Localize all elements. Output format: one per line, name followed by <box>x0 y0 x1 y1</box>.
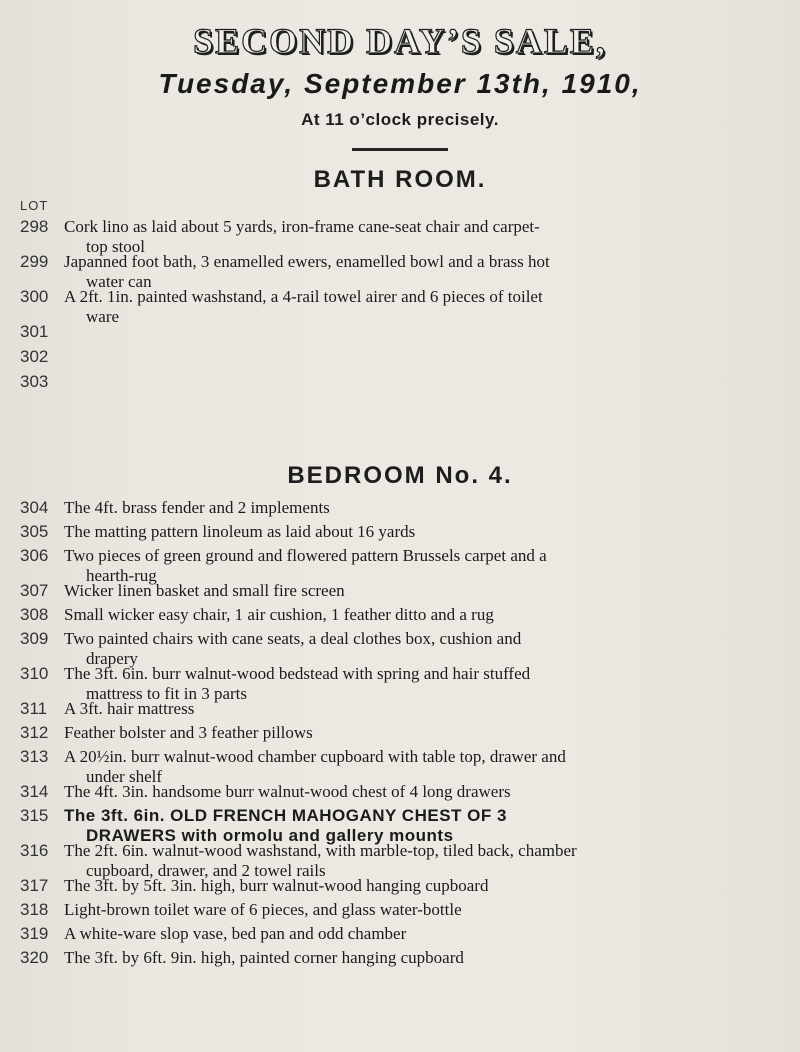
lot-description-line: A 2ft. 1in. painted washstand, a 4-rail towel airer and 6 pieces of toilet <box>64 287 543 306</box>
lot-number: 319 <box>20 924 49 943</box>
lot-description <box>64 664 704 704</box>
lot-description-line: Feather bolster and 3 feather pillows <box>64 723 313 742</box>
lot-description-continuation: hearth-rug <box>86 566 157 585</box>
lot-description-line: The 3ft. by 6ft. 9in. high, painted corner hanging cupboard <box>64 948 464 967</box>
lot-description-line: Two pieces of green ground and flowered pattern Brussels carpet and a <box>64 546 547 565</box>
lot-description-line: A 20½in. burr walnut-wood chamber cupboard with table top, drawer and <box>64 747 566 766</box>
lot-number: 305 <box>20 522 49 541</box>
lot-description <box>64 782 704 802</box>
lot-description-line: Cork lino as laid about 5 yards, iron-frame cane-seat chair and carpet- <box>64 217 540 236</box>
lot-number: 317 <box>20 876 49 895</box>
lot-number: 308 <box>20 605 49 624</box>
lot-description <box>64 806 704 846</box>
lot-number: 311 <box>20 699 48 718</box>
lot-description-line: The 4ft. 3in. handsome burr walnut-wood chest of 4 long drawers <box>64 782 511 801</box>
sale-title: SECOND DAY’S SALE, <box>193 21 607 61</box>
lot-description-line: The 4ft. brass fender and 2 implements <box>64 498 330 517</box>
lot-description-line: Small wicker easy chair, 1 air cushion, 1 feather ditto and a rug <box>64 605 494 624</box>
lot-description-continuation: top stool <box>86 237 146 256</box>
lot-description-continuation: mattress to fit in 3 parts <box>86 684 248 703</box>
lot-number: 298 <box>20 217 49 236</box>
lot-number: 314 <box>20 782 49 801</box>
lot-number: 307 <box>20 581 49 600</box>
lot-description <box>64 629 704 669</box>
lot-description <box>64 723 704 743</box>
sale-time: At 11 o’clock precisely. <box>301 110 499 129</box>
lot-description-line: The matting pattern linoleum as laid about 16 yards <box>64 522 416 541</box>
lot-description-continuation: water can <box>86 272 152 291</box>
lot-number: 313 <box>20 747 49 766</box>
lot-number: 310 <box>20 664 49 683</box>
lot-number: 306 <box>20 546 49 565</box>
lot-description <box>64 747 704 787</box>
lot-number: 301 <box>20 322 49 341</box>
bedroom-heading: BEDROOM No. 4. <box>287 462 513 489</box>
lot-description <box>64 522 704 542</box>
lot-description <box>64 217 704 257</box>
sale-date: Tuesday, September 13th, 1910, <box>158 68 642 99</box>
lot-number: 302 <box>20 347 49 366</box>
lot-description-line: Light-brown toilet ware of 6 pieces, and glass water-bottle <box>64 900 462 919</box>
lot-description <box>64 252 704 292</box>
lot-number: 316 <box>20 841 49 860</box>
lot-description-continuation: drapery <box>86 649 138 668</box>
lot-description <box>64 900 704 920</box>
lot-number: 299 <box>20 252 49 271</box>
lot-number: 309 <box>20 629 49 648</box>
lot-description-line: The 2ft. 6in. walnut-wood washstand, with marble-top, tiled back, chamber <box>64 841 577 860</box>
lot-description <box>64 581 704 601</box>
lot-description-line: Japanned foot bath, 3 enamelled ewers, enamelled bowl and a brass hot <box>64 252 550 271</box>
lot-description-continuation: DRAWERS with ormolu and gallery mounts <box>86 826 454 845</box>
bath-room-heading: BATH ROOM. <box>313 166 487 193</box>
lot-description <box>64 841 704 881</box>
lot-description <box>64 924 704 944</box>
lot-number: 320 <box>20 948 49 967</box>
lot-description-continuation: cupboard, drawer, and 2 towel rails <box>86 861 326 880</box>
lot-description <box>64 948 704 968</box>
lot-description-line: The 3ft. by 5ft. 3in. high, burr walnut-wood hanging cupboard <box>64 876 489 895</box>
header-rule <box>352 148 448 151</box>
lot-description-line: A white-ware slop vase, bed pan and odd chamber <box>64 924 407 943</box>
lot-description-line: A 3ft. hair mattress <box>64 699 195 718</box>
lot-description-continuation: ware <box>86 307 120 326</box>
lot-description-line: The 3ft. 6in. OLD FRENCH MAHOGANY CHEST OF 3 <box>64 806 507 825</box>
lot-description <box>64 605 704 625</box>
lot-description <box>64 287 704 327</box>
lot-column-label: LOT <box>20 198 49 213</box>
lot-number: 300 <box>20 287 49 306</box>
lot-description <box>64 498 704 518</box>
lot-description-line: The 3ft. 6in. burr walnut-wood bedstead with spring and hair stuffed <box>64 664 531 683</box>
lot-description <box>64 876 704 896</box>
lot-number: 304 <box>20 498 49 517</box>
lot-number: 318 <box>20 900 49 919</box>
lot-number: 315 <box>20 806 49 825</box>
lot-description <box>64 546 704 586</box>
lot-number: 303 <box>20 372 49 391</box>
lot-description-continuation: under shelf <box>86 767 163 786</box>
lot-number: 312 <box>20 723 49 742</box>
lot-description-line: Wicker linen basket and small fire screen <box>64 581 345 600</box>
lot-description <box>64 699 704 719</box>
lot-description-line: Two painted chairs with cane seats, a deal clothes box, cushion and <box>64 629 522 648</box>
